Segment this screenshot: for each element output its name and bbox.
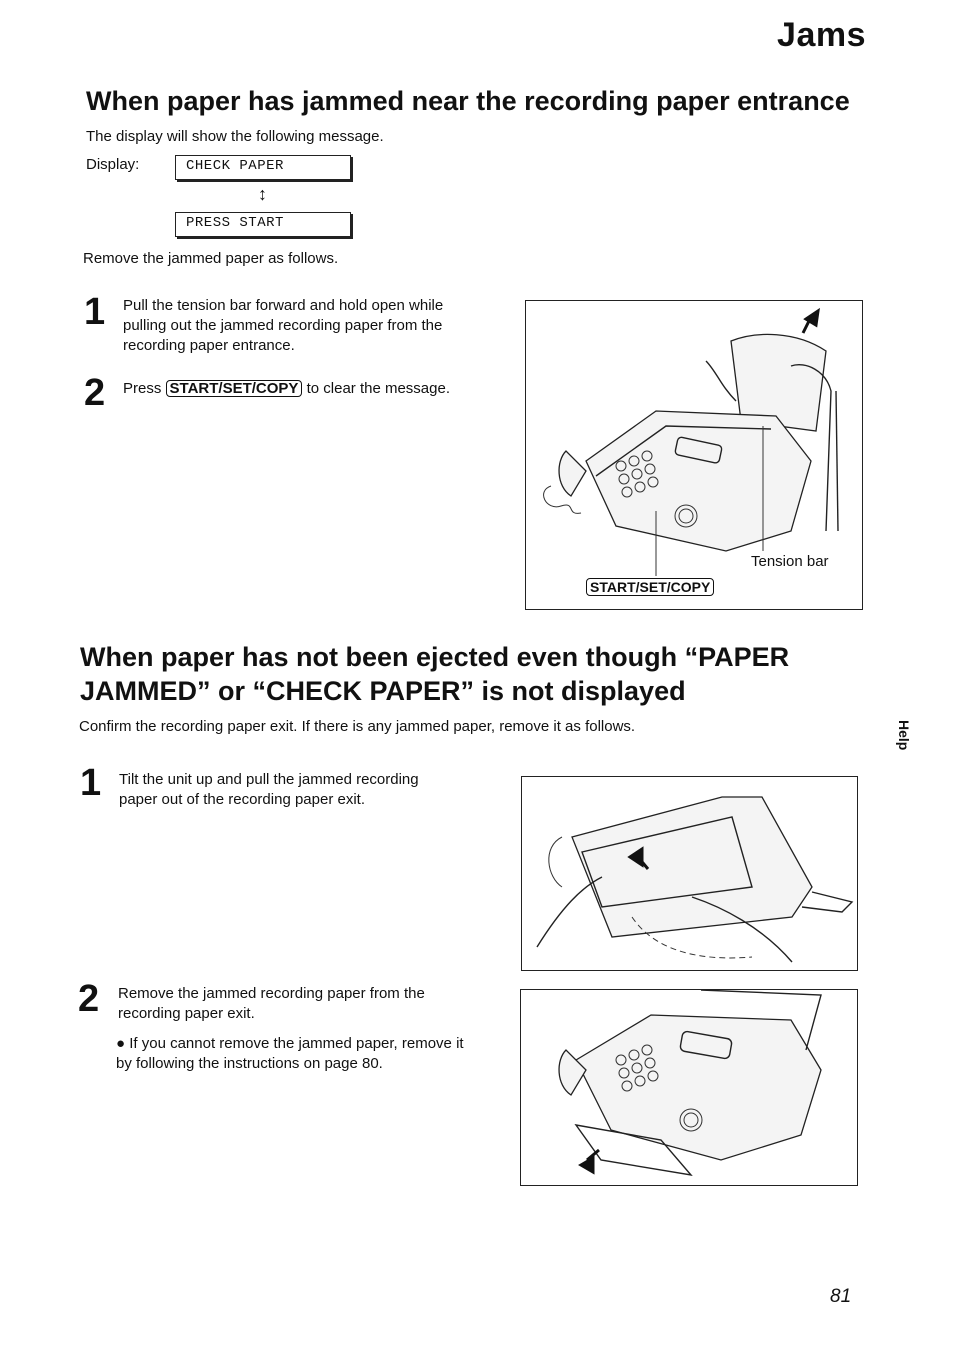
- section2-heading: When paper has not been ejected even though “PAPER JAMMED” or “CHECK PAPER” is not displayed: [80, 642, 790, 706]
- step-text-after: to clear the message.: [306, 380, 451, 397]
- display-label: Display:: [86, 156, 140, 173]
- section1-intro: The display will show the following message.: [86, 128, 384, 145]
- section2-intro: Confirm the recording paper exit. If there is any jammed paper, remove it as follows.: [79, 718, 636, 735]
- paper-exit-illustration: [520, 989, 858, 1186]
- tilted-fax-drawing: [522, 777, 858, 971]
- help-side-tab: Help: [896, 720, 912, 751]
- start-set-copy-key: START/SET/COPY: [166, 380, 303, 397]
- lcd-check-paper: CHECK PAPER: [175, 155, 351, 180]
- section1-after: Remove the jammed paper as follows.: [83, 250, 339, 267]
- step-text: [123, 379, 503, 399]
- fax-paper-exit-drawing: [521, 990, 858, 1186]
- fax-tension-bar-illustration: [525, 300, 863, 610]
- step-number: 1: [80, 762, 102, 804]
- step-text-before: Press: [123, 380, 162, 397]
- tension-bar-label: Tension bar: [751, 553, 829, 570]
- step-number: 2: [84, 372, 106, 414]
- step-text: Remove the jammed recording paper from the recording paper exit.: [118, 985, 425, 1022]
- page-number: 81: [830, 1286, 852, 1307]
- step-number: 2: [78, 978, 100, 1020]
- tilt-unit-illustration: [521, 776, 858, 971]
- step-number: 1: [84, 291, 106, 333]
- step-bullet: [116, 1034, 481, 1074]
- page-title: Jams: [777, 16, 866, 54]
- step-text: Tilt the unit up and pull the jammed recording paper out of the recording paper exit.: [119, 771, 419, 808]
- bullet-icon: ●: [116, 1035, 130, 1052]
- lcd-press-start: PRESS START: [175, 212, 351, 237]
- step-text: Pull the tension bar forward and hold open while pulling out the jammed recording paper from the recording paper entrance.: [123, 297, 444, 354]
- bullet-text: If you cannot remove the jammed paper, remove it by following the instructions on page 80.: [116, 1035, 464, 1072]
- toggle-arrow-icon: ↕: [258, 184, 267, 204]
- start-set-copy-key-label: START/SET/COPY: [586, 578, 714, 596]
- section1-heading: When paper has jammed near the recording paper entrance: [86, 86, 850, 116]
